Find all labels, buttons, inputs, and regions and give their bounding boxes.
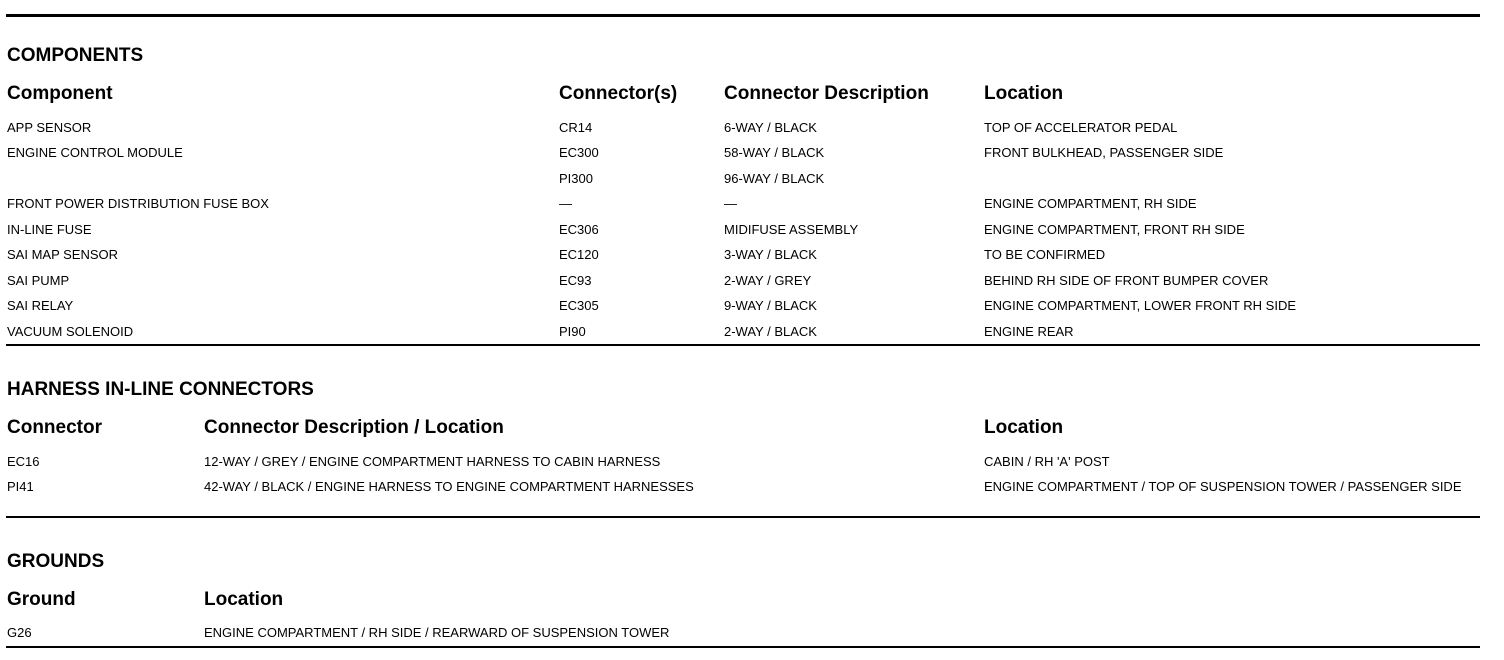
connector-id: CR14 (559, 120, 593, 135)
location: BEHIND RH SIDE OF FRONT BUMPER COVER (984, 273, 1269, 288)
header-location: Location (204, 589, 284, 610)
location: ENGINE COMPARTMENT / RH SIDE / REARWARD OF SUSPENSION TOWER (204, 625, 670, 640)
header-component: Component (7, 83, 113, 104)
section-divider (6, 344, 1480, 346)
connector-description: 6-WAY / BLACK (724, 120, 817, 135)
component-name: VACUUM SOLENOID (7, 324, 134, 339)
connector-id: EC120 (559, 247, 599, 262)
connector-id: — (559, 196, 572, 211)
header-ground: Ground (7, 589, 76, 610)
grounds-title: GROUNDS (7, 551, 105, 572)
connector-id: EC16 (7, 454, 40, 469)
connector-id: EC93 (559, 273, 592, 288)
header-connector-description: Connector Description (724, 83, 929, 104)
connector-description: 3-WAY / BLACK (724, 247, 817, 262)
connector-description: 12-WAY / GREY / ENGINE COMPARTMENT HARNESS TO CABIN HARNESS (204, 454, 661, 469)
connector-description: 58-WAY / BLACK (724, 145, 825, 160)
location: FRONT BULKHEAD, PASSENGER SIDE (984, 145, 1224, 160)
location: TOP OF ACCELERATOR PEDAL (984, 120, 1178, 135)
component-name: APP SENSOR (7, 120, 92, 135)
connector-description: 2-WAY / BLACK (724, 324, 817, 339)
connector-description: 42-WAY / BLACK / ENGINE HARNESS TO ENGINE COMPARTMENT HARNESSES (204, 479, 694, 494)
components-title: COMPONENTS (7, 45, 144, 66)
section-divider (6, 516, 1480, 518)
connector-description: 96-WAY / BLACK (724, 171, 825, 186)
location: CABIN / RH 'A' POST (984, 454, 1110, 469)
connector-id: EC306 (559, 222, 599, 237)
ground-id: G26 (7, 625, 32, 640)
connector-description: MIDIFUSE ASSEMBLY (724, 222, 859, 237)
component-name: FRONT POWER DISTRIBUTION FUSE BOX (7, 196, 269, 211)
connector-id: PI90 (559, 324, 586, 339)
location: ENGINE COMPARTMENT, RH SIDE (984, 196, 1197, 211)
location: ENGINE COMPARTMENT / TOP OF SUSPENSION TOWER / PASSENGER SIDE (984, 479, 1462, 494)
location: TO BE CONFIRMED (984, 247, 1106, 262)
connector-id: PI41 (7, 479, 34, 494)
component-name: SAI MAP SENSOR (7, 247, 119, 262)
header-connector-description-location: Connector Description / Location (204, 417, 504, 438)
header-connector: Connector (7, 417, 102, 438)
location: ENGINE COMPARTMENT, FRONT RH SIDE (984, 222, 1245, 237)
connector-id: EC305 (559, 298, 599, 313)
header-connectors: Connector(s) (559, 83, 678, 104)
bottom-rule (6, 646, 1480, 648)
location: ENGINE COMPARTMENT, LOWER FRONT RH SIDE (984, 298, 1297, 313)
connector-id: PI300 (559, 171, 593, 186)
header-location: Location (984, 417, 1064, 438)
component-name: SAI PUMP (7, 273, 70, 288)
connector-description: — (724, 196, 737, 211)
connector-description: 9-WAY / BLACK (724, 298, 817, 313)
connector-description: 2-WAY / GREY (724, 273, 812, 288)
component-name: ENGINE CONTROL MODULE (7, 145, 183, 160)
header-location: Location (984, 83, 1064, 104)
top-rule (6, 14, 1480, 17)
location: ENGINE REAR (984, 324, 1074, 339)
component-name: SAI RELAY (7, 298, 74, 313)
harness-title: HARNESS IN-LINE CONNECTORS (7, 379, 314, 400)
connector-id: EC300 (559, 145, 599, 160)
component-name: IN-LINE FUSE (7, 222, 92, 237)
